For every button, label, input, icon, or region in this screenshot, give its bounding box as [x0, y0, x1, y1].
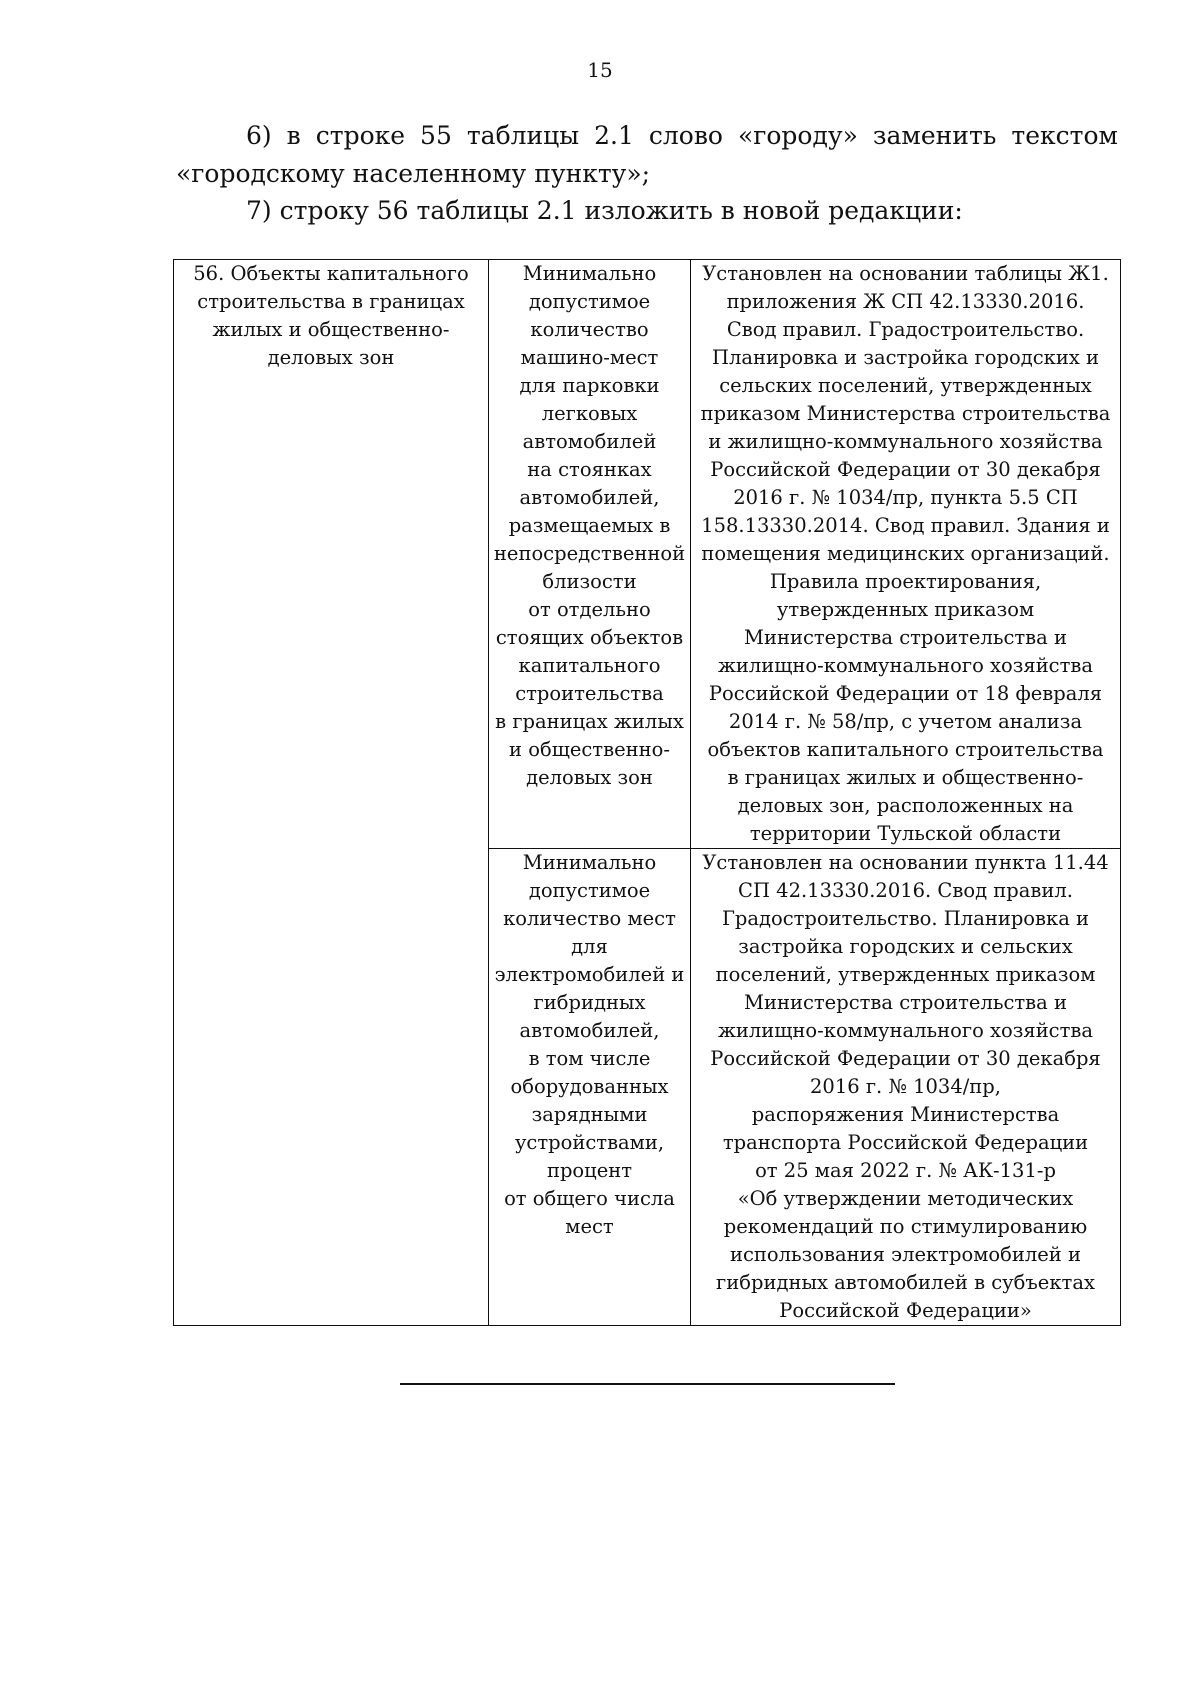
- amendment-item-7: 7) строку 56 таблицы 2.1 изложить в новой редакции:: [246, 196, 963, 225]
- amendment-item-6: 6) в строке 55 таблицы 2.1 слово «городу» заменить текстом «городскому населенному пункту»;: [176, 121, 1118, 188]
- page-number: 15: [587, 58, 613, 82]
- basis-cell: Установлен на основании таблицы Ж1. приложения Ж СП 42.13330.2016. Свод правил. Градостроительство. Планировка и застройка городских и сельских поселений, утвержденных приказом Министерства строительства и жилищно-коммунального хозяйства Российской Федерации от 30 декабря 2016 г. № 1034/пр, пункта 5.5 СП 158.13330.2014. Свод правил. Здания и помещения медицинских организаций. Правила проектирования, утвержденных приказом Министерства строительства и жилищно-коммунального хозяйства Российской Федерации от 18 февраля 2014 г. № 58/пр, с учетом анализа объектов капитального строительства в границах жилых и общественно- деловых зон, расположенных на территории Тульской области: [691, 260, 1121, 849]
- basis-cell: Установлен на основании пункта 11.44 СП 42.13330.2016. Свод правил. Градостроительство. Планировка и застройка городских и сельских поселений, утвержденных приказом Министерства строительства и жилищно-коммунального хозяйства Российской Федерации от 30 декабря 2016 г. № 1034/пр, распоряжения Министерства транспорта Российской Федерации от 25 мая 2022 г. № АК-131-р «Об утверждении методических рекомендаций по стимулированию использования электромобилей и гибридных автомобилей в субъектах Российской Федерации»: [691, 849, 1121, 1326]
- amendment-table: [173, 259, 1121, 1326]
- table-row: [174, 260, 1121, 849]
- indicator-cell: Минимально допустимое количество мест для электромобилей и гибридных автомобилей, в том числе оборудованных зарядными устройствами, процент от общего числа мест: [489, 849, 691, 1326]
- indicator-cell: Минимально допустимое количество машино-мест для парковки легковых автомобилей на стоянках автомобилей, размещаемых в непосредственной близости от отдельно стоящих объектов капитального строительства в границах жилых и общественно- деловых зон: [489, 260, 691, 849]
- object-cell: 56. Объекты капитального строительства в границах жилых и общественно- деловых зон: [174, 260, 489, 1326]
- separator-line: [400, 1383, 895, 1385]
